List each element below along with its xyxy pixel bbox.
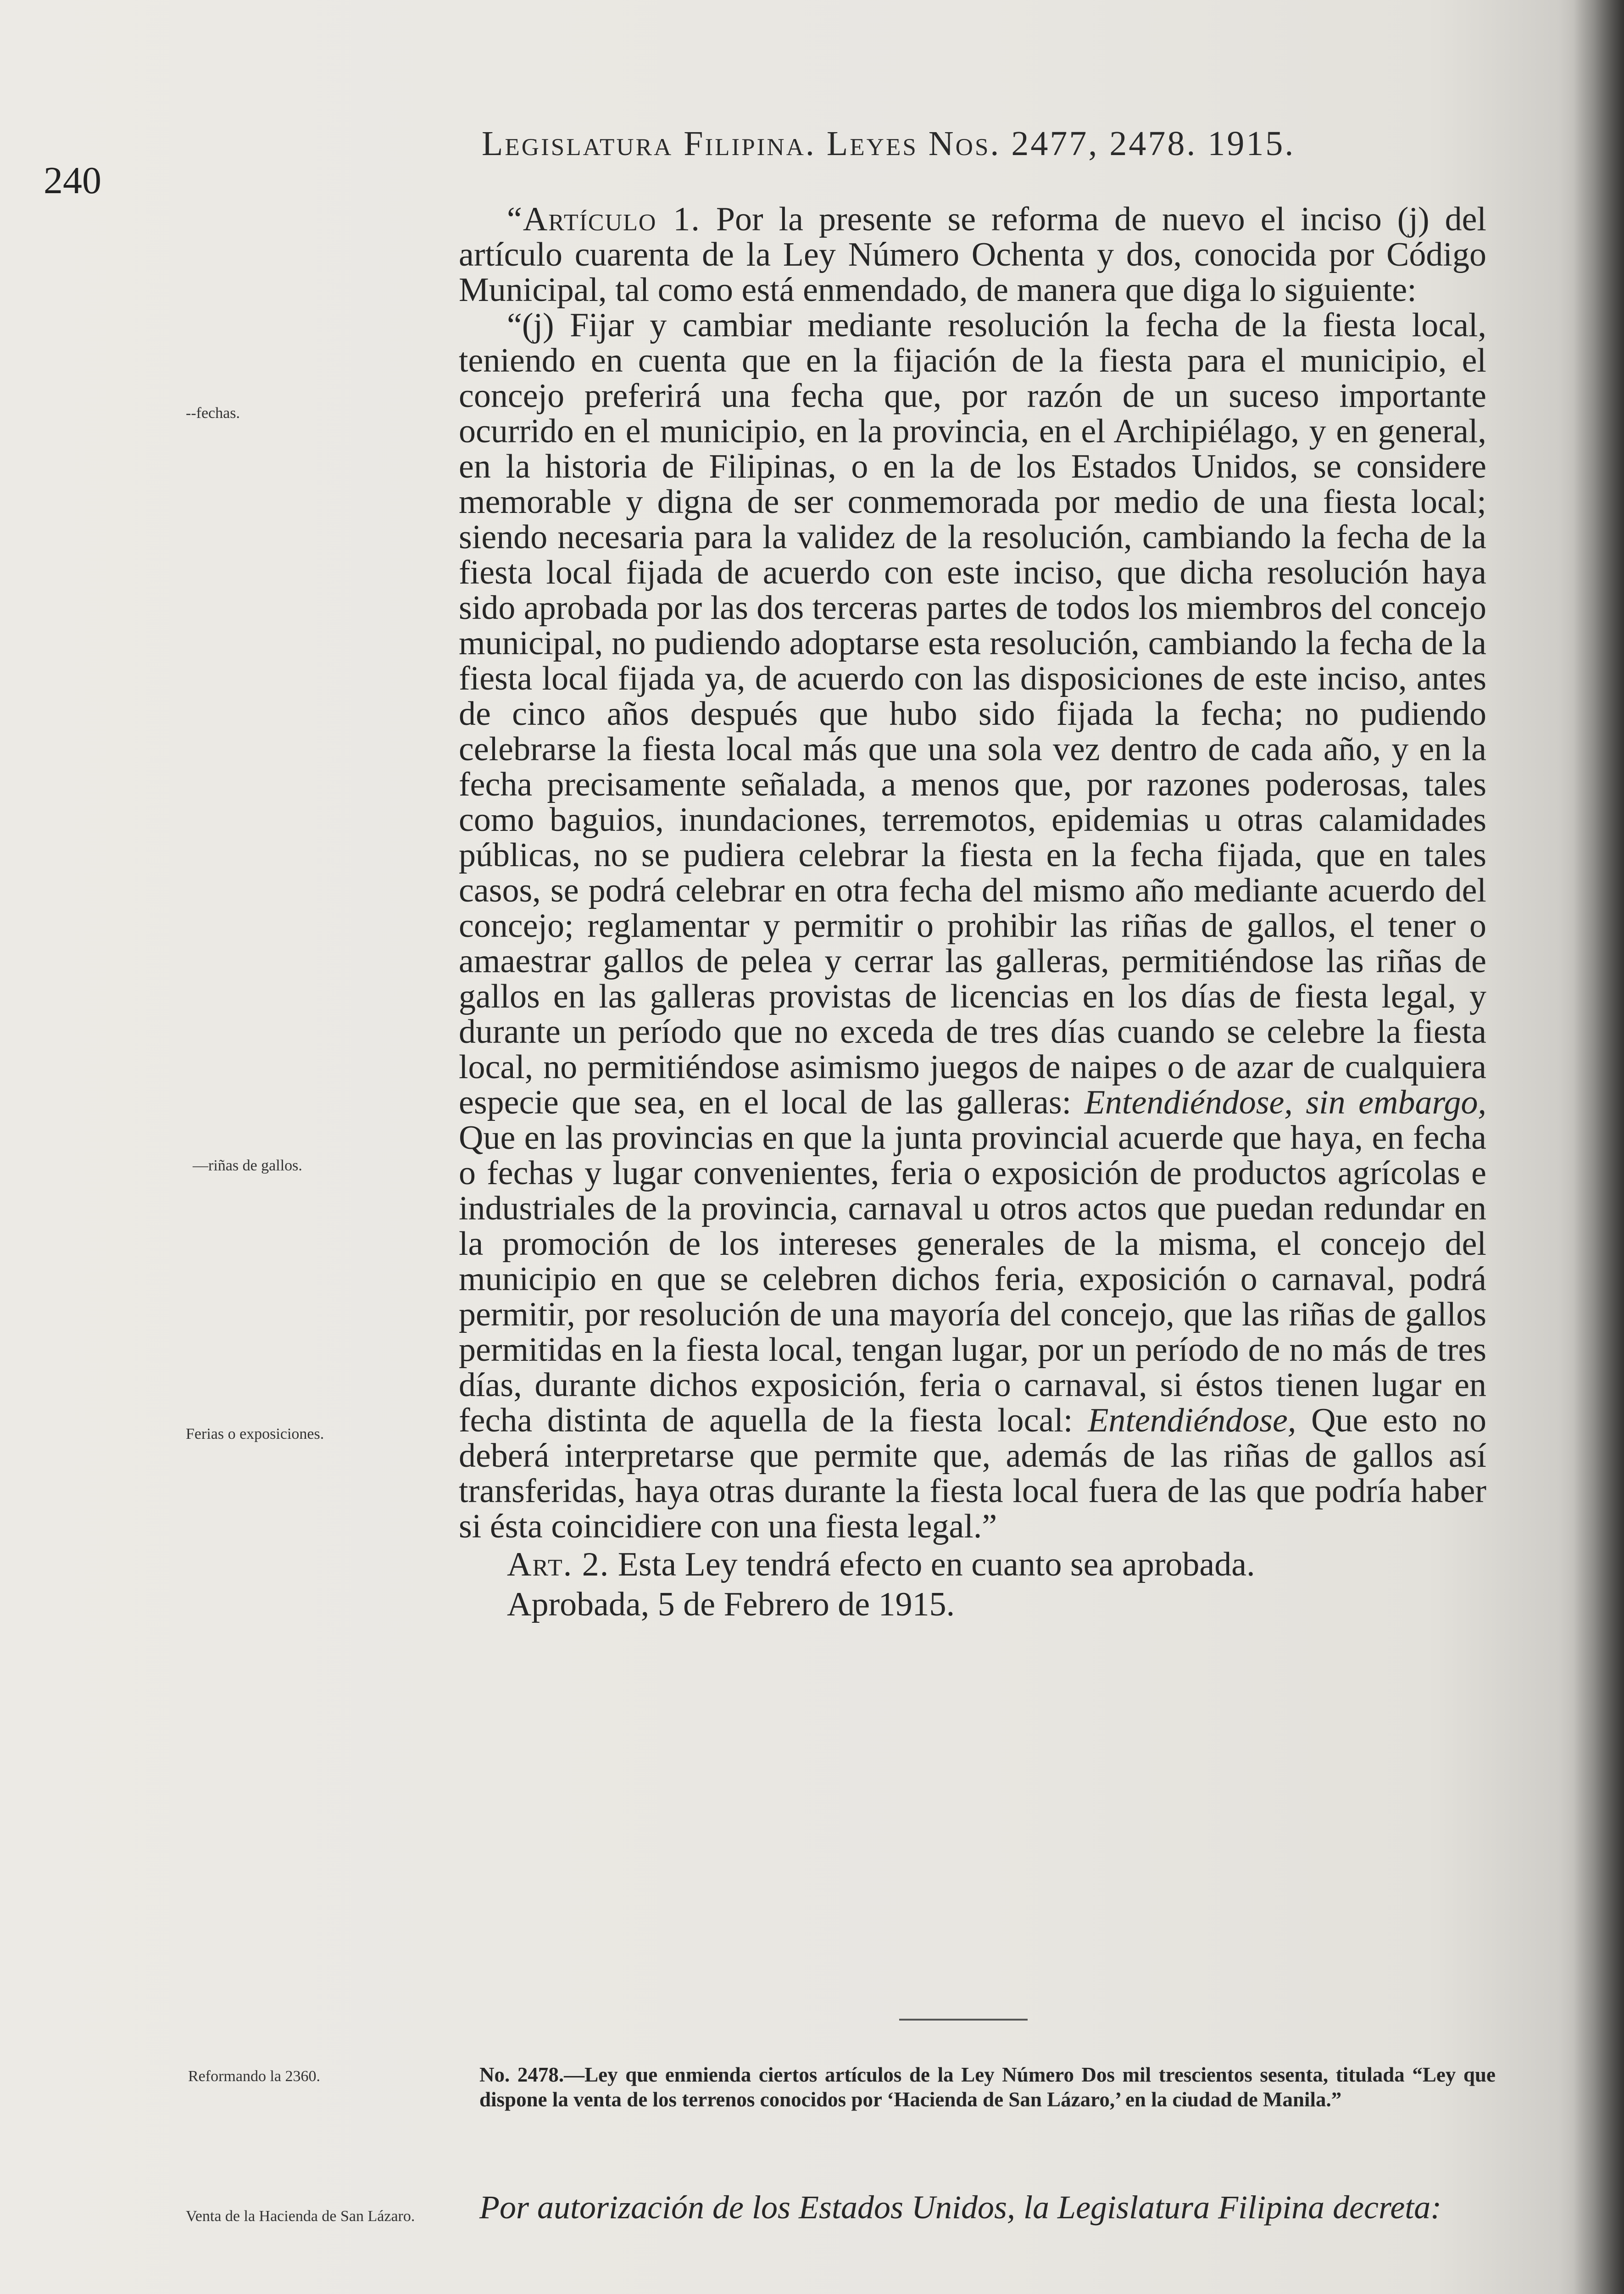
enacting-clause: Por autorización de los Estados Unidos, la Legislatura Filipina decreta: — [479, 2189, 1442, 2226]
article-2-text: Esta Ley tendrá efecto en cuanto sea aprobada. — [609, 1546, 1255, 1583]
article-1-label: “Artículo 1. — [507, 200, 701, 238]
margin-note-ferias: Ferias o exposiciones. — [186, 1425, 324, 1442]
inciso-j-italic-2: Entendiéndose, — [1088, 1402, 1296, 1439]
article-1-paragraph — [459, 202, 1486, 308]
section-divider — [899, 2019, 1028, 2021]
article-2-label: Art. 2. — [507, 1546, 610, 1583]
law-2478-number: No. 2478. — [479, 2063, 564, 2086]
law-2478-title: —Ley que enmienda ciertos artículos de la Ley Número Dos mil trescientos sesenta, titulada “Ley que dispone la venta de los terrenos conocidos por ‘Hacienda de San Lázaro,’ en la ciudad de Manila.” — [479, 2063, 1496, 2111]
article-2-paragraph — [459, 1547, 1486, 1582]
margin-note-reformando: Reformando la 2360. — [188, 2068, 320, 2085]
margin-note-venta: Venta de la Hacienda de San Lázaro. — [186, 2208, 415, 2225]
book-spine-shadow — [1574, 0, 1624, 2294]
approval-date: Aprobada, 5 de Febrero de 1915. — [507, 1586, 955, 1623]
margin-note-fechas: --fechas. — [186, 405, 240, 422]
inciso-j-text-2: Que en las provincias en que la junta provincial acuerde que haya, en fecha o fechas y lugar convenientes, feria o exposición de productos agrícolas e industriales de la provincia, carnaval u otros actos que puedan redundar en la promoción de los intereses generales de la misma, el concejo del municipio en que se celebren dichos feria, exposición o carnaval, podrá permitir, por resolución de una mayoría del concejo, que las riñas de gallos permitidas en la fiesta local, tengan lugar, por un período de no más de tres días, durante dichos exposición, feria o carnaval, si éstos tienen lugar en fecha distinta de aquella de la fiesta local: — [459, 1119, 1486, 1439]
article-1-text: Por la presente se reforma de nuevo el inciso (j) del artículo cuarenta de la Ley Número Ochenta y dos, conocida por Código Municipal, tal como está enmendado, de manera que diga lo siguiente: — [459, 200, 1486, 309]
inciso-j-text-1: “(j) Fijar y cambiar mediante resolución la fecha de la fiesta local, teniendo en cuenta que en la fijación de la fiesta para el municipio, el concejo preferirá una fecha que, por razón de un suceso importante ocurrido en el municipio, en la provincia, en el Archipiélago, y en general, en la historia de Filipinas, o en la de los Estados Unidos, se considere memorable y digna de ser conmemorada por medio de una fiesta local; siendo necesaria para la validez de la resolución, cambiando la fecha de la fiesta local fijada de acuerdo con este inciso, que dicha resolución haya sido aprobada por las dos terceras partes de todos los miembros del concejo municipal, no pudiendo adoptarse esta resolución, cambiando la fecha de la fiesta local fijada ya, de acuerdo con las disposiciones de este inciso, antes de cinco años después que hubo sido fijada la fecha; no pudiendo celebrarse la fiesta local más que una sola vez dentro de cada año, y en la fecha precisamente señalada, a menos que, por razones poderosas, tales como baguios, inundaciones, terremotos, epidemias u otras calamidades públicas, no se pudiera celebrar la fiesta en la fecha fijada, que en tales casos, se podrá celebrar en otra fecha del mismo año mediante acuerdo del concejo; reglamentar y permitir o prohibir las riñas de gallos, el tener o amaestrar gallos de pelea y cerrar las galleras, permitiéndose las riñas de gallos en las galleras provistas de licencias en los días de fiesta legal, y durante un período que no exceda de tres días cuando se celebre la fiesta local, no permitiéndose asimismo juegos de naipes o de azar de cualquiera especie que sea, en el local de las galleras: — [459, 306, 1486, 1121]
inciso-j-italic-1: Entendiéndose, sin embargo, — [1084, 1084, 1487, 1121]
running-head: Legislatura Filipina. Leyes Nos. 2477, 2478. 1915. — [482, 124, 1296, 163]
main-text — [459, 202, 1486, 1622]
inciso-j-paragraph — [459, 308, 1486, 1544]
inciso-j-text-3: Que esto no deberá interpretarse que permite que, además de las riñas de gallos así transferidas, haya otras durante la fiesta local fuera de las que podría haber si ésta coincidiere con una fiesta legal.” — [459, 1402, 1486, 1545]
margin-note-rinas: —riñas de gallos. — [193, 1157, 302, 1174]
law-2478-heading — [479, 2062, 1496, 2112]
page-number: 240 — [44, 159, 101, 202]
